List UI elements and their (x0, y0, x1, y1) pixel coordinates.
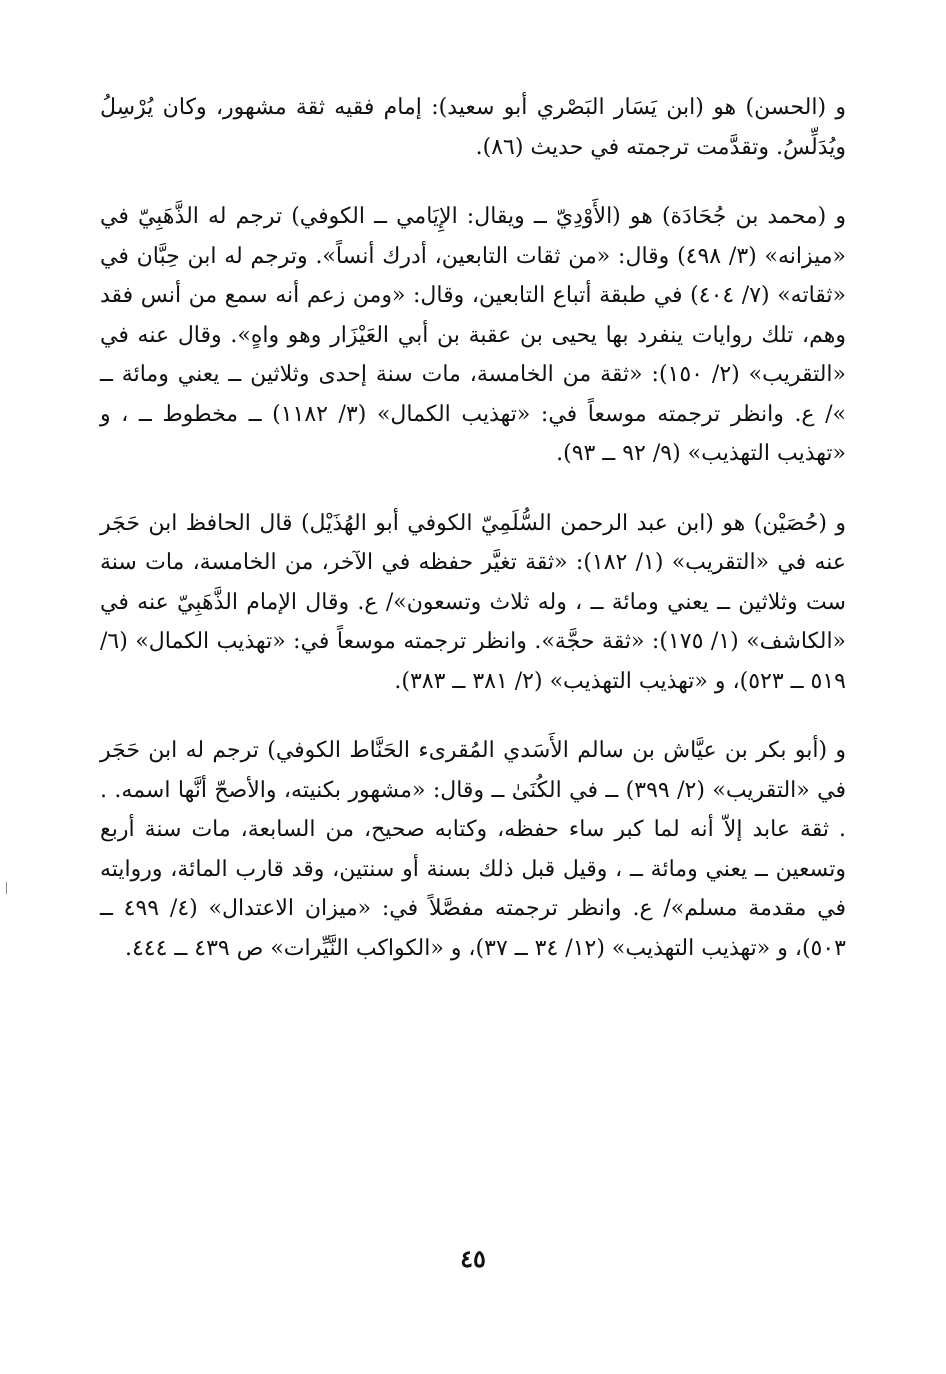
page-number: ٤٥ (460, 1244, 486, 1273)
paragraph-muhammad-ibn-juhada: و (محمد بن جُحَادَة) هو (الأَوْدِيّ ــ ويقال: الإِيَامي ــ الكوفي) ترجم له الذَّهَبِيّ في «ميزانه» (٣/ ٤٩٨) وقال: «من ثقات التابعين، أدرك أنساً». وترجم له ابن حِبَّان في «ثقاته» (٧/ ٤٠٤) في طبقة أتباع التابعين، وقال: «ومن زعم أنه سمع من أنس فقد وهم، تلك روايات ينفرد بها يحيى بن عقبة بن أبي العَيْزَار وهو واهٍ». وقال عنه في «التقريب» (٢/ ١٥٠): «ثقة من الخامسة، مات سنة إحدى وثلاثين ــ يعني ومائة ــ »/ ع. وانظر ترجمته موسعاً في: «تهذيب الكمال» (٣/ ١١٨٢) ــ مخطوط ــ ، و «تهذيب التهذيب» (٩/ ٩٢ ــ ٩٣). (100, 204, 847, 466)
paragraph-husayn: و (حُصَيْن) هو (ابن عبد الرحمن السُّلَمِيّ الكوفي أبو الهُذَيْل) قال الحافظ ابن حَجَر عنه في «التقريب» (١/ ١٨٢): «ثقة تغيَّر حفظه في الآخر، من الخامسة، مات سنة ست وثلاثين ــ يعني ومائة ــ ، وله ثلاث وتسعون»/ ع. وقال الإمام الذَّهَبِيّ عنه في «الكاشف» (١/ ١٧٥): «ثقة حجَّة». وانظر ترجمته موسعاً في: «تهذيب الكمال» (٦/ ٥١٩ ــ ٥٢٣)، و «تهذيب التهذيب» (٢/ ٣٨١ ــ ٣٨٣). (100, 510, 847, 694)
paragraph-abu-bakr-ibn-ayyash: و (أبو بكر بن عيَّاش بن سالم الأَسَدي المُقرىء الحَنَّاط الكوفي) ترجم له ابن حَجَر في «التقريب» (٢/ ٣٩٩) ــ في الكُنَىٰ ــ وقال: «مشهور بكنيته، والأصحّ أنَّها اسمه. . . ثقة عابد إلاّ أنه لما كبر ساء حفظه، وكتابه صحيح، من السابعة، مات سنة أربع وتسعين ــ يعني ومائة ــ ، وقيل قبل ذلك بسنة أو سنتين، وقد قارب المائة، وروايته في مقدمة مسلم»/ ع. وانظر ترجمته مفصَّلاً في: «ميزان الاعتدال» (٤/ ٤٩٩ ــ ٥٠٣)، و «تهذيب التهذيب» (١٢/ ٣٤ ــ ٣٧)، و «الكواكب النَّيِّرات» ص ٤٣٩ ــ ٤٤٤. (100, 738, 847, 961)
margin-tick-mark (6, 882, 7, 894)
page-body (100, 88, 846, 968)
paragraph-hasan: و (الحسن) هو (ابن يَسَار البَصْري أبو سعيد): إمام فقيه ثقة مشهور، وكان يُرْسِلُ ويُدَلِّسُ. وتقدَّمت ترجمته في حديث (٨٦). (100, 95, 846, 160)
